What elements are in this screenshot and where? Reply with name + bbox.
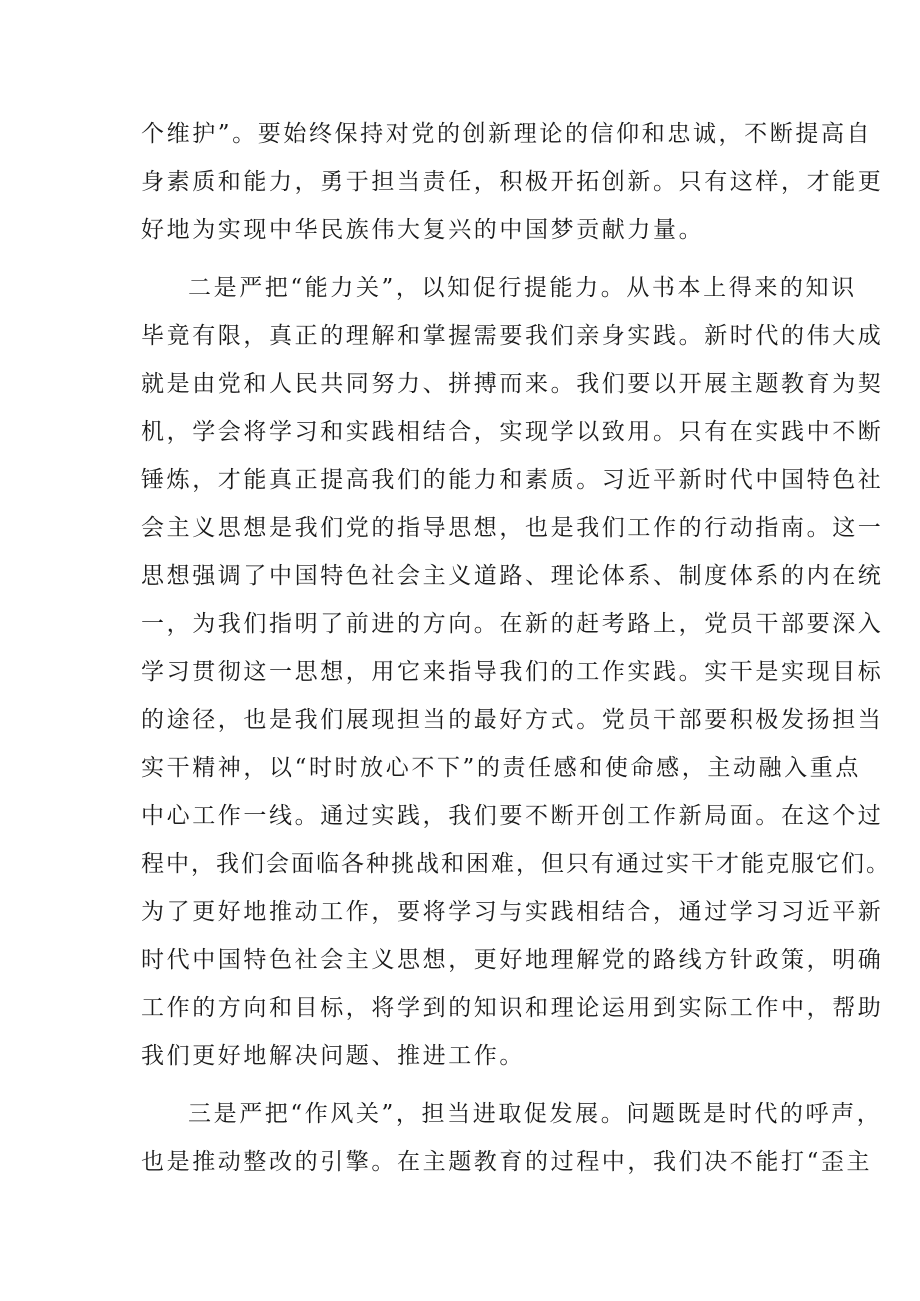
text-line: 实干精神，以“时时放心不下”的责任感和使命感，主动融入重点 — [141, 755, 861, 781]
text-line: 也是推动整改的引擎。在主题教育的过程中，我们决不能打“歪主 — [141, 1149, 873, 1175]
text-line: 个维护”。要始终保持对党的创新理论的信仰和忠诚，不断提高自 — [141, 121, 873, 147]
text-line: 思想强调了中国特色社会主义道路、理论体系、制度体系的内在统 — [141, 563, 884, 589]
text-line: 就是由党和人民共同努力、拼搏而来。我们要以开展主题教育为契 — [141, 371, 884, 397]
text-line: 为了更好地推动工作，要将学习与实践相结合，通过学习习近平新 — [141, 899, 884, 925]
text-line: 工作的方向和目标，将学到的知识和理论运用到实际工作中，帮助 — [141, 995, 884, 1021]
text-line: 锤炼，才能真正提高我们的能力和素质。习近平新时代中国特色社 — [141, 467, 884, 493]
text-line: 毕竟有限，真正的理解和掌握需要我们亲身实践。新时代的伟大成 — [141, 323, 884, 349]
text-line: 好地为实现中华民族伟大复兴的中国梦贡献力量。 — [141, 217, 705, 243]
text-line: 中心工作一线。通过实践，我们要不断开创工作新局面。在这个过 — [141, 803, 884, 829]
text-line: 学习贯彻这一思想，用它来指导我们的工作实践。实干是实现目标 — [141, 659, 884, 685]
text-line: 的途径，也是我们展现担当的最好方式。党员干部要积极发扬担当 — [141, 707, 884, 733]
text-line: 会主义思想是我们党的指导思想，也是我们工作的行动指南。这一 — [141, 515, 884, 541]
text-line: 我们更好地解决问题、推进工作。 — [141, 1043, 525, 1069]
text-line: 身素质和能力，勇于担当责任，积极开拓创新。只有这样，才能更 — [141, 169, 884, 195]
paragraph-start-line: 三是严把“作风关”，担当进取促发展。问题既是时代的呼声， — [188, 1101, 883, 1127]
text-line: 程中，我们会面临各种挑战和困难，但只有通过实干才能克服它们。 — [141, 851, 891, 877]
text-line: 时代中国特色社会主义思想，更好地理解党的路线方针政策，明确 — [141, 947, 884, 973]
paragraph-start-line: 二是严把“能力关”，以知促行提能力。从书本上得来的知识 — [188, 275, 857, 301]
text-line: 机，学会将学习和实践相结合，实现学以致用。只有在实践中不断 — [141, 419, 884, 445]
text-line: 一，为我们指明了前进的方向。在新的赶考路上，党员干部要深入 — [141, 611, 884, 637]
